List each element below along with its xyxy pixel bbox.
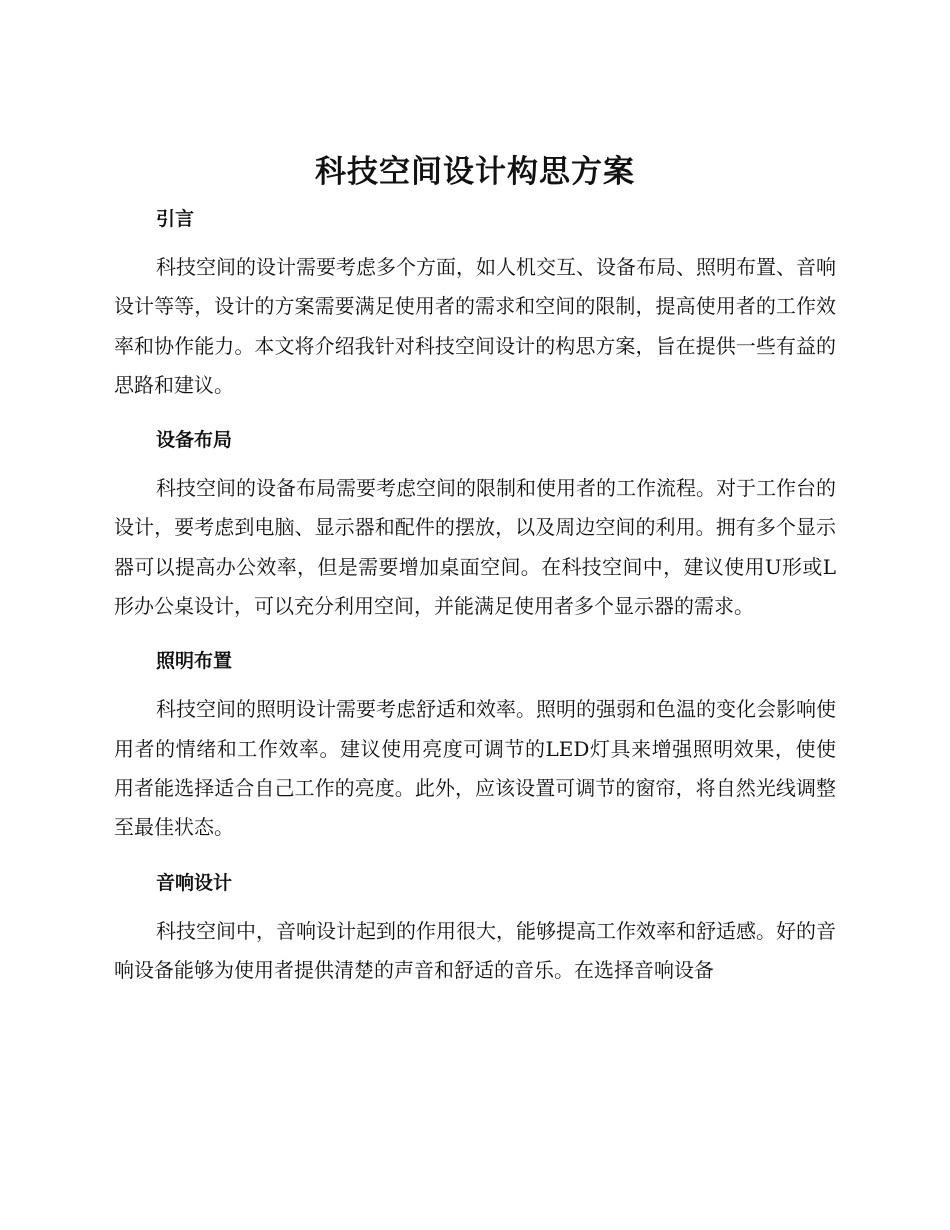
section-heading: 音响设计 [156,871,233,894]
section-paragraph: 科技空间的设计需要考虑多个方面，如人机交互、设备布局、照明布置、音响设计等等，设计的方案需要满足使用者的需求和空间的限制，提高使用者的工作效率和协作能力。本文将介绍我针对科技空间设计的构思方案，旨在提供一些有益的思路和建议。 [114,255,836,397]
section-heading: 设备布局 [156,429,233,452]
document-body [114,200,836,1006]
section-paragraph: 科技空间中，音响设计起到的作用很大，能够提高工作效率和舒适感。好的音响设备能够为使用者提供清楚的声音和舒适的音乐。在选择音响设备 [114,918,836,982]
section-paragraph: 科技空间的照明设计需要考虑舒适和效率。照明的强弱和色温的变化会影响使用者的情绪和工作效率。建议使用亮度可调节的LED灯具来增强照明效果，使使用者能选择适合自己工作的亮度。此外，应该设置可调节的窗帘，将自然光线调整至最佳状态。 [114,697,836,840]
section-paragraph: 科技空间的设备布局需要考虑空间的限制和使用者的工作流程。对于工作台的设计，要考虑到电脑、显示器和配件的摆放，以及周边空间的利用。拥有多个显示器可以提高办公效率，但是需要增加桌面空间。在科技空间中，建议使用U形或L形办公桌设计，可以充分利用空间，并能满足使用者多个显示器的需求。 [114,476,836,619]
document-title: 科技空间设计构思方案 [315,154,635,190]
section-introduction [114,200,836,405]
section-lighting [114,642,836,847]
section-heading: 引言 [156,208,195,230]
section-audio [114,864,836,991]
section-heading: 照明布置 [156,650,233,673]
section-equipment-layout [114,421,836,626]
